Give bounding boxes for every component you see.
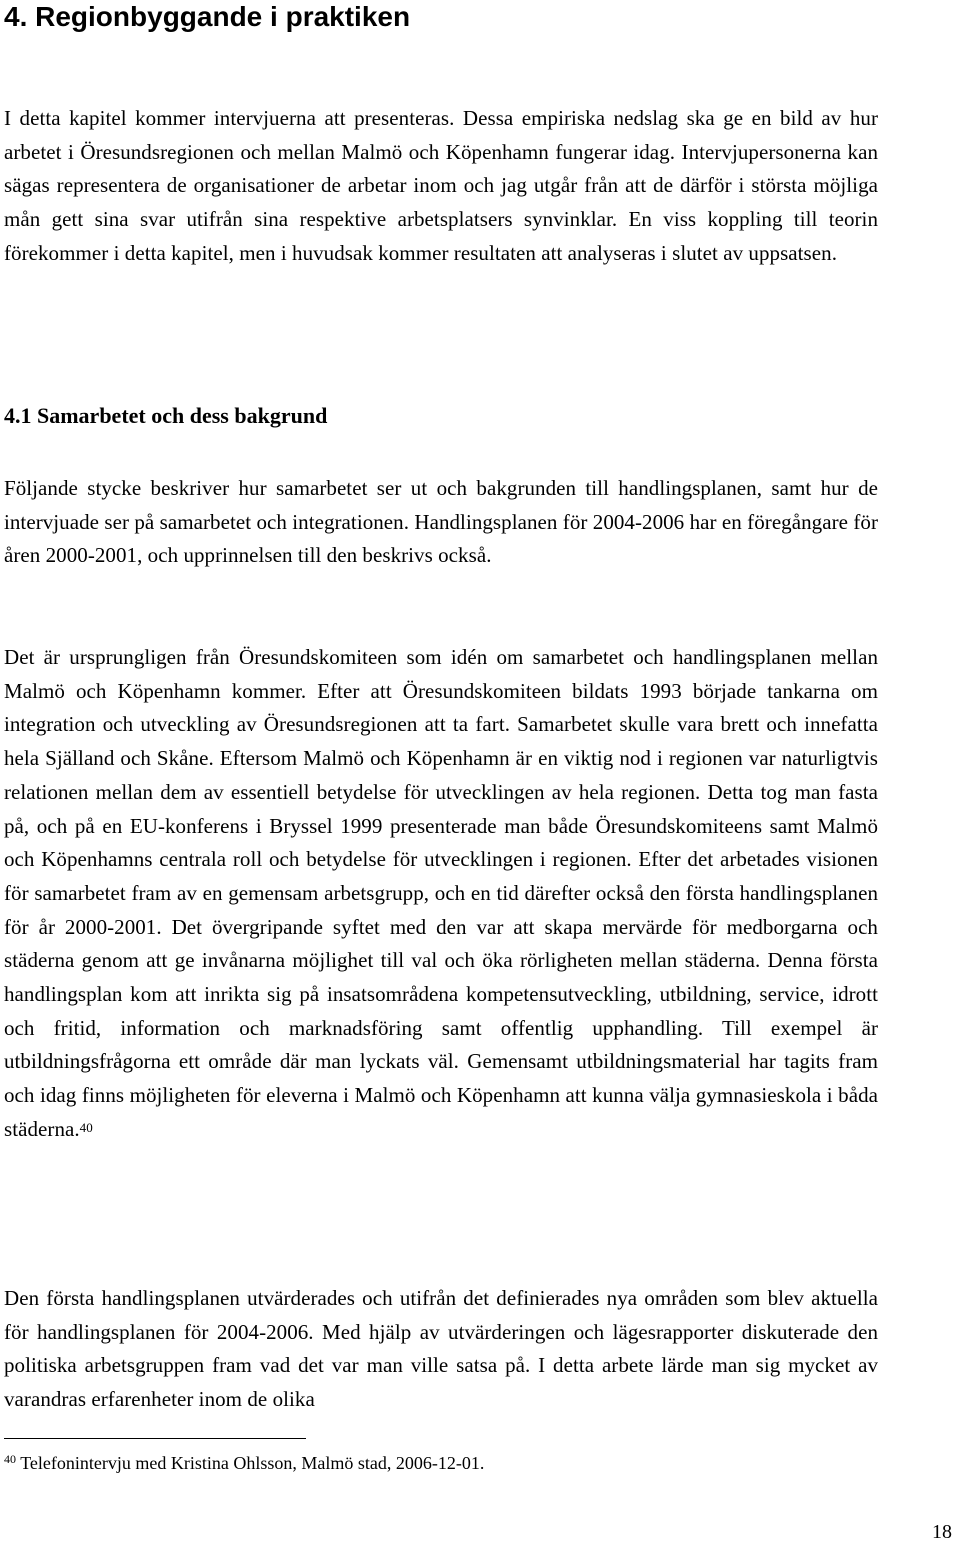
intro-paragraph: I detta kapitel kommer intervjuerna att presenteras. Dessa empiriska nedslag ska ge en bild av hur arbetet i Öresundsregionen och mellan Malmö och Köpenhamn fungerar idag. Intervjupersonerna kan sägas representera de organisationer de arbetar inom och jag utgår från att de därför i största möjliga mån gett sina svar utifrån sina respektive arbetsplatsers synvinklar. En viss koppling till teorin förekommer i detta kapitel, men i huvudsak kommer resultaten att analyseras i slutet av uppsatsen.	[4, 106, 878, 265]
section-paragraph-3: Den första handlingsplanen utvärderades och utifrån det definierades nya områden som blev aktuella för handlingsplanen för 2004-2006. Med hjälp av utvärderingen och lägesrapporter diskuterade den politiska arbetsgruppen fram vad det var man ville satsa på. I detta arbete lärde man sig mycket av varandras erfarenheter inom de olika	[4, 1286, 878, 1412]
section-paragraph-2	[4, 641, 878, 1147]
footnote-text: Telefonintervju med Kristina Ohlsson, Malmö stad, 2006-12-01.	[20, 1453, 485, 1473]
footnote-separator	[4, 1438, 306, 1439]
footnote-reference: 40	[79, 1119, 93, 1135]
section-paragraph-1: Följande stycke beskriver hur samarbetet ser ut och bakgrunden till handlingsplanen, samt hur de intervjuade ser på samarbetet och integrationen. Handlingsplanen för 2004-2006 har en föregångare för åren 2000-2001, och upprinnelsen till den beskrivs också.	[4, 476, 878, 568]
document-page	[4, 0, 878, 1473]
page-number: 18	[932, 1521, 952, 1543]
chapter-title: 4. Regionbyggande i praktiken	[4, 1, 411, 32]
footnote-number: 40	[4, 1452, 16, 1466]
footnote	[4, 1452, 484, 1474]
section-heading: 4.1 Samarbetet och dess bakgrund	[4, 403, 328, 428]
section-paragraph-2-text: Det är ursprungligen från Öresundskomiteen som idén om samarbetet och handlingsplanen mellan Malmö och Köpenhamn kommer. Efter att Öresundskomiteen bildats 1993 började tankarna om integration och utveckling av Öresundsregionen att ta fart. Samarbetet skulle vara brett och innefatta hela Själland och Skåne. Eftersom Malmö och Köpenhamn är en viktig nod i regionen var naturligtvis relationen mellan dem av essentiell betydelse för utvecklingen av hela regionen. Detta tog man fasta på, och på en EU-konferens i Bryssel 1999 presenterade man både Öresundskomiteens samt Malmö och Köpenhamns centrala roll och betydelse för utvecklingen i regionen. Efter det arbetades visionen för samarbetet fram av en gemensam arbetsgrupp, och en tid därefter också den första handlingsplanen för år 2000-2001. Det övergripande syftet med den var att skapa mervärde för medborgarna och städerna genom att ge invånarna möjlighet till val och öka rörligheten mellan städerna. Denna första handlingsplan kom att inrikta sig på insatsområdena kompetensutveckling, utbildning, service, idrott och fritid, information och marknadsföring samt offentlig upphandling. Till exempel är utbildningsfrågorna ett område där man lyckats väl. Gemensamt utbildningsmaterial har tagits fram och idag finns möjligheten för eleverna i Malmö och Köpenhamn att kunna välja gymnasieskola i båda städerna.	[4, 645, 878, 1141]
